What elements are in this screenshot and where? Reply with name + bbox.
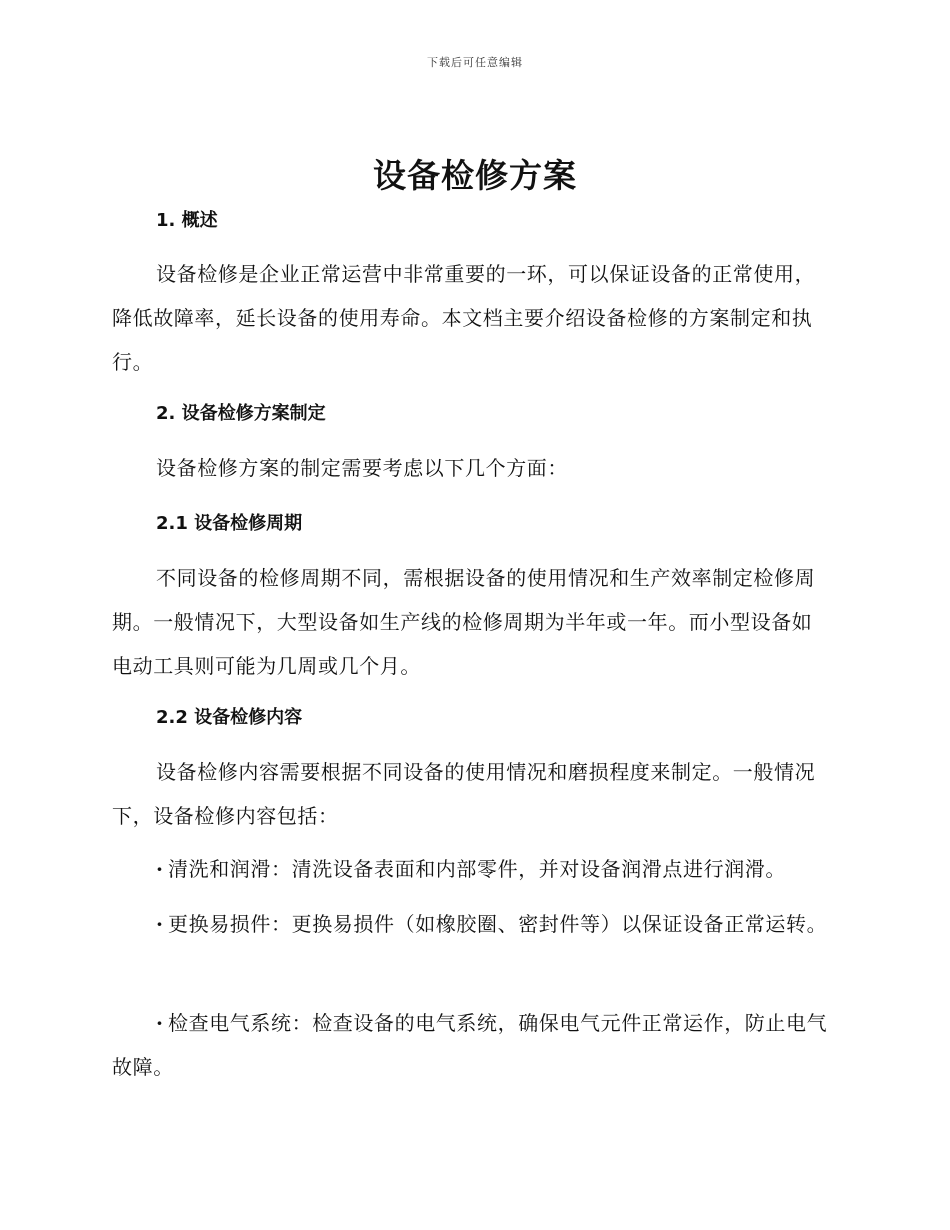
section-heading-cycle: 2.1 设备检修周期 — [156, 513, 303, 534]
section-content — [112, 705, 832, 731]
section-cycle-body — [112, 556, 832, 688]
bullet-marker: · — [156, 857, 164, 881]
section-heading-overview: 1. 概述 — [156, 210, 218, 231]
list-item — [112, 847, 832, 891]
paragraph-overview: 设备检修是企业正常运营中非常重要的一环，可以保证设备的正常使用，降低故障率，延长设备的使用寿命。本文档主要介绍设备检修的方案制定和执行。 — [112, 262, 816, 374]
bullet-marker: · — [156, 912, 164, 936]
bullet-item-2 — [112, 902, 832, 946]
section-cycle — [112, 511, 832, 537]
header-note: 下载后可任意编辑 — [427, 56, 523, 69]
list-item-text: 清洗和润滑：清洗设备表面和内部零件，并对设备润滑点进行润滑。 — [168, 857, 786, 881]
section-plan — [112, 401, 832, 427]
bullet-marker: · — [156, 1011, 164, 1035]
paragraph-cycle: 不同设备的检修周期不同，需根据设备的使用情况和生产效率制定检修周期。一般情况下，大型设备如生产线的检修周期为半年或一年。而小型设备如电动工具则可能为几周或几个月。 — [112, 566, 816, 678]
list-item-text: 检查电气系统：检查设备的电气系统，确保电气元件正常运作，防止电气故障。 — [112, 1011, 828, 1079]
bullet-item-1 — [112, 847, 832, 891]
section-plan-body — [112, 446, 832, 490]
paragraph-content: 设备检修内容需要根据不同设备的使用情况和磨损程度来制定。一般情况下，设备检修内容包括： — [112, 760, 816, 828]
bullet-item-3 — [112, 1001, 832, 1089]
list-item — [112, 1001, 832, 1089]
list-item-text: 更换易损件：更换易损件（如橡胶圈、密封件等）以保证设备正常运转。 — [168, 912, 828, 936]
section-heading-plan: 2. 设备检修方案制定 — [156, 403, 326, 424]
list-item — [112, 902, 832, 946]
document-title: 设备检修方案 — [373, 156, 577, 195]
section-overview-body — [112, 252, 832, 384]
paragraph-plan: 设备检修方案的制定需要考虑以下几个方面： — [156, 456, 568, 480]
section-heading-content: 2.2 设备检修内容 — [156, 707, 303, 728]
section-overview — [112, 208, 832, 234]
section-content-body — [112, 750, 832, 838]
